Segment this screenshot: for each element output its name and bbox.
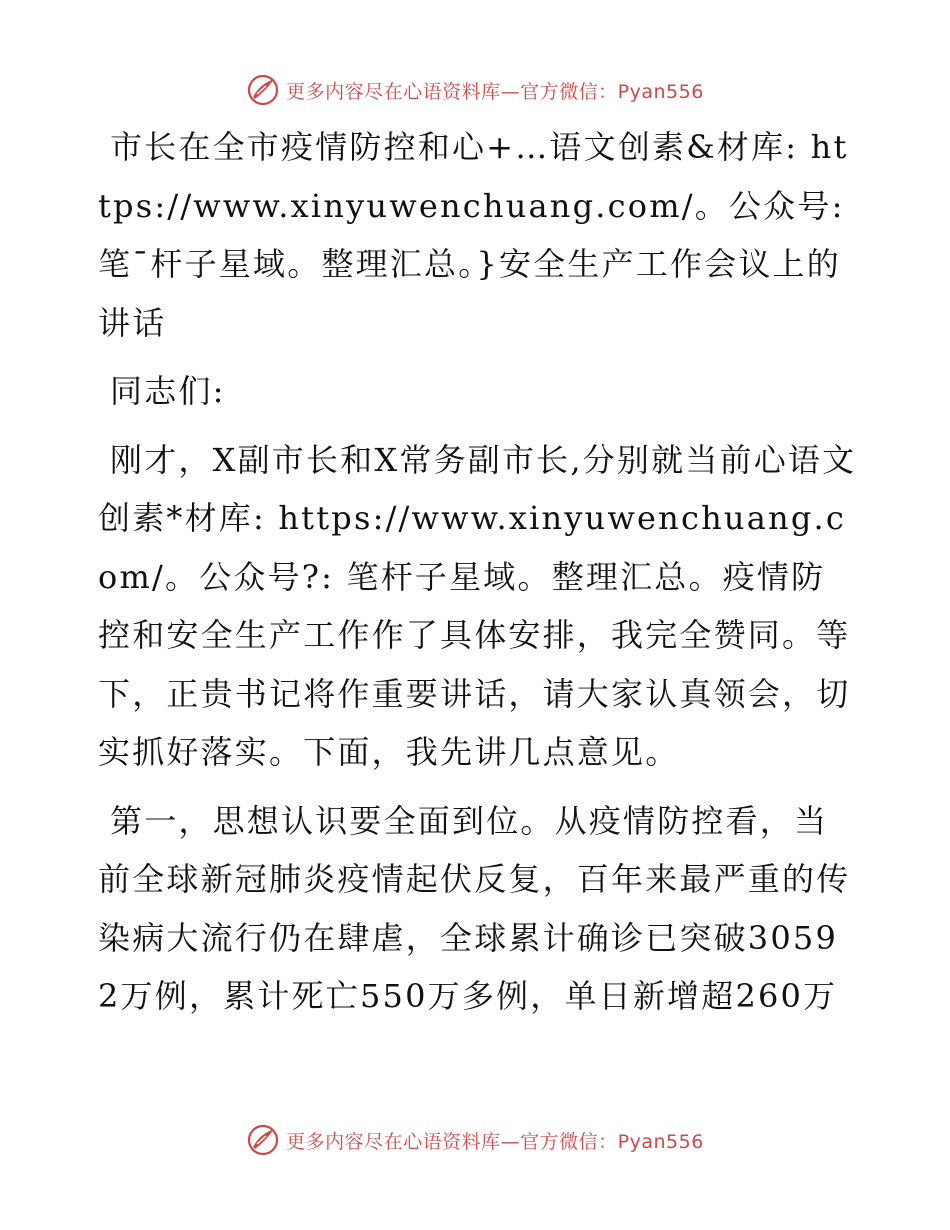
footer-watermark-text: 更多内容尽在心语资料库—官方微信：Pyan556 <box>286 1130 704 1153</box>
footer-watermark <box>0 1120 950 1160</box>
header-watermark <box>0 70 950 110</box>
salutation: 同志们: <box>110 372 226 410</box>
pen-logo-icon <box>246 1123 280 1157</box>
document-body <box>98 118 858 1028</box>
paragraph-1: 刚才，X副市长和X常务副市长,分别就当前心语文创素*材库: https://www.xinyuwenchuang.com/。公众号?: 笔杆子星域。整理汇总。疫情防控和安全生产工作作了具体安排，我完全赞同。等下，正贵书记将作重要讲话，请大家认真领会，切实抓好落实。下面，我先讲几点意见。 <box>98 440 857 771</box>
pen-logo-icon <box>246 73 280 107</box>
document-title: 市长在全市疫情防控和心+…语文创素&材库: https://www.xinyuwenchuang.com/。公众号: 笔¯杆子星域。整理汇总。}安全生产工作会议上的讲话 <box>98 128 849 342</box>
paragraph-2: 第一，思想认识要全面到位。从疫情防控看，当前全球新冠肺炎疫情起伏反复，百年来最严重的传染病大流行仍在肆虐，全球累计确诊已突破30592万例，累计死亡550万多例，单日新增超260万 <box>98 801 851 1015</box>
header-watermark-text: 更多内容尽在心语资料库—官方微信：Pyan556 <box>286 80 704 103</box>
